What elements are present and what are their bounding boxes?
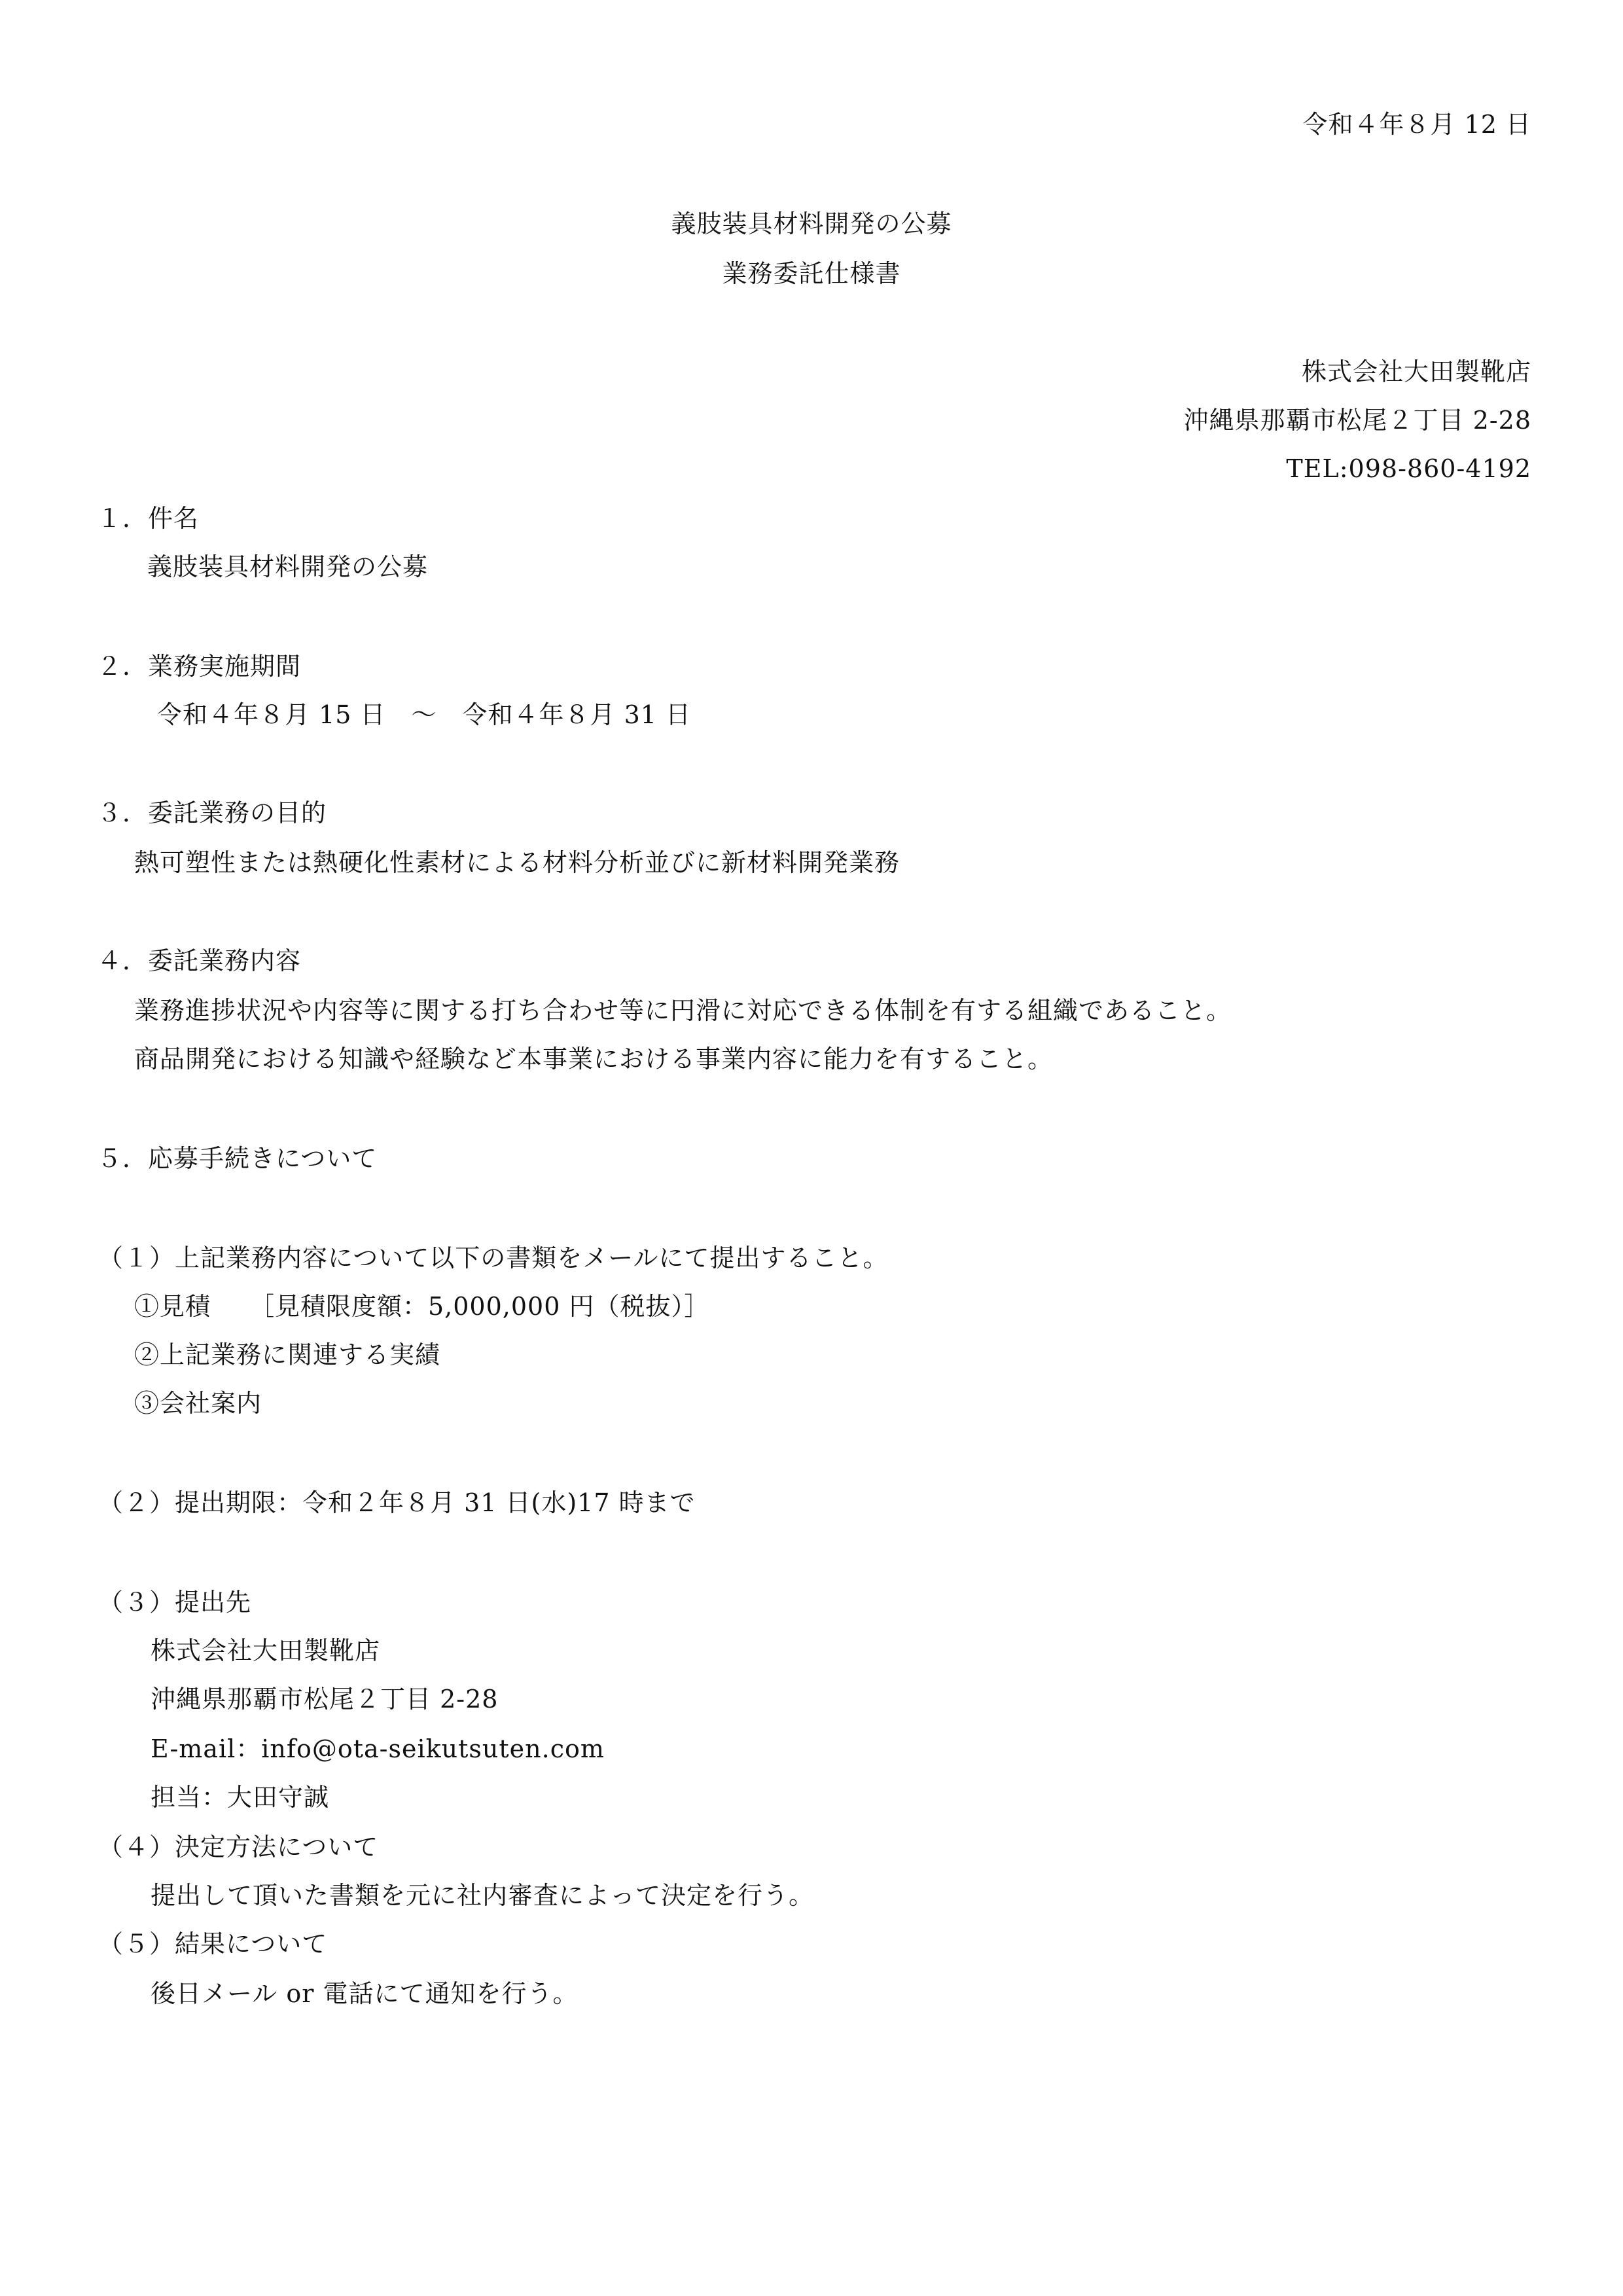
subsection-1-item-company-info: ③会社案内 xyxy=(134,1389,262,1418)
section-4-body-line2: 商品開発における知識や経験など本事業における事業内容に能力を有すること。 xyxy=(134,1045,1054,1073)
subsection-5-body: 後日メール or 電話にて通知を行う。 xyxy=(151,1979,579,2008)
section-5-heading: ５．応募手続きについて xyxy=(97,1144,378,1173)
section-2-body: 令和４年８月 15 日 ～ 令和４年８月 31 日 xyxy=(157,700,692,729)
issuer-company: 株式会社大田製靴店 xyxy=(1301,357,1531,386)
subsection-1-item-track-record: ②上記業務に関連する実績 xyxy=(134,1340,441,1369)
section-4-body-line1: 業務進捗状況や内容等に関する打ち合わせ等に円滑に対応できる体制を有する組織であること。 xyxy=(134,996,1232,1025)
section-3-heading: ３．委託業務の目的 xyxy=(97,798,327,827)
document-date: 令和４年８月 12 日 xyxy=(1302,110,1531,139)
section-1-body: 義肢装具材料開発の公募 xyxy=(147,552,429,581)
submission-email: E-mail：info@ota-seikutsuten.com xyxy=(151,1734,605,1763)
document-title-line2: 業務委託仕様書 xyxy=(722,259,901,288)
subsection-2-deadline: （２）提出期限：令和２年８月 31 日(水)17 時まで xyxy=(98,1488,696,1517)
section-3-body: 熱可塑性または熱硬化性素材による材料分析並びに新材料開発業務 xyxy=(134,848,901,877)
subsection-1-item-estimate: ①見積 ［見積限度額：5,000,000 円（税抜）］ xyxy=(134,1292,710,1321)
subsection-3-heading: （３）提出先 xyxy=(98,1588,252,1617)
submission-address: 沖縄県那覇市松尾２丁目 2-28 xyxy=(151,1685,499,1713)
submission-company: 株式会社大田製靴店 xyxy=(151,1636,381,1665)
subsection-4-body: 提出して頂いた書類を元に社内審査によって決定を行う。 xyxy=(151,1881,815,1910)
subsection-5-heading: （５）結果について xyxy=(98,1929,328,1958)
issuer-tel: TEL:098-860-4192 xyxy=(1286,454,1531,483)
subsection-1-heading: （１）上記業務内容について以下の書類をメールにて提出すること。 xyxy=(98,1244,889,1272)
section-4-heading: ４．委託業務内容 xyxy=(97,946,302,975)
subsection-4-heading: （４）決定方法について xyxy=(98,1833,379,1861)
section-2-heading: ２．業務実施期間 xyxy=(97,652,302,681)
issuer-address: 沖縄県那覇市松尾２丁目 2-28 xyxy=(1183,406,1531,435)
submission-contact: 担当：大田守誠 xyxy=(151,1783,330,1812)
section-1-heading: １．件名 xyxy=(97,504,200,533)
document-title-line1: 義肢装具材料開発の公募 xyxy=(671,209,952,238)
